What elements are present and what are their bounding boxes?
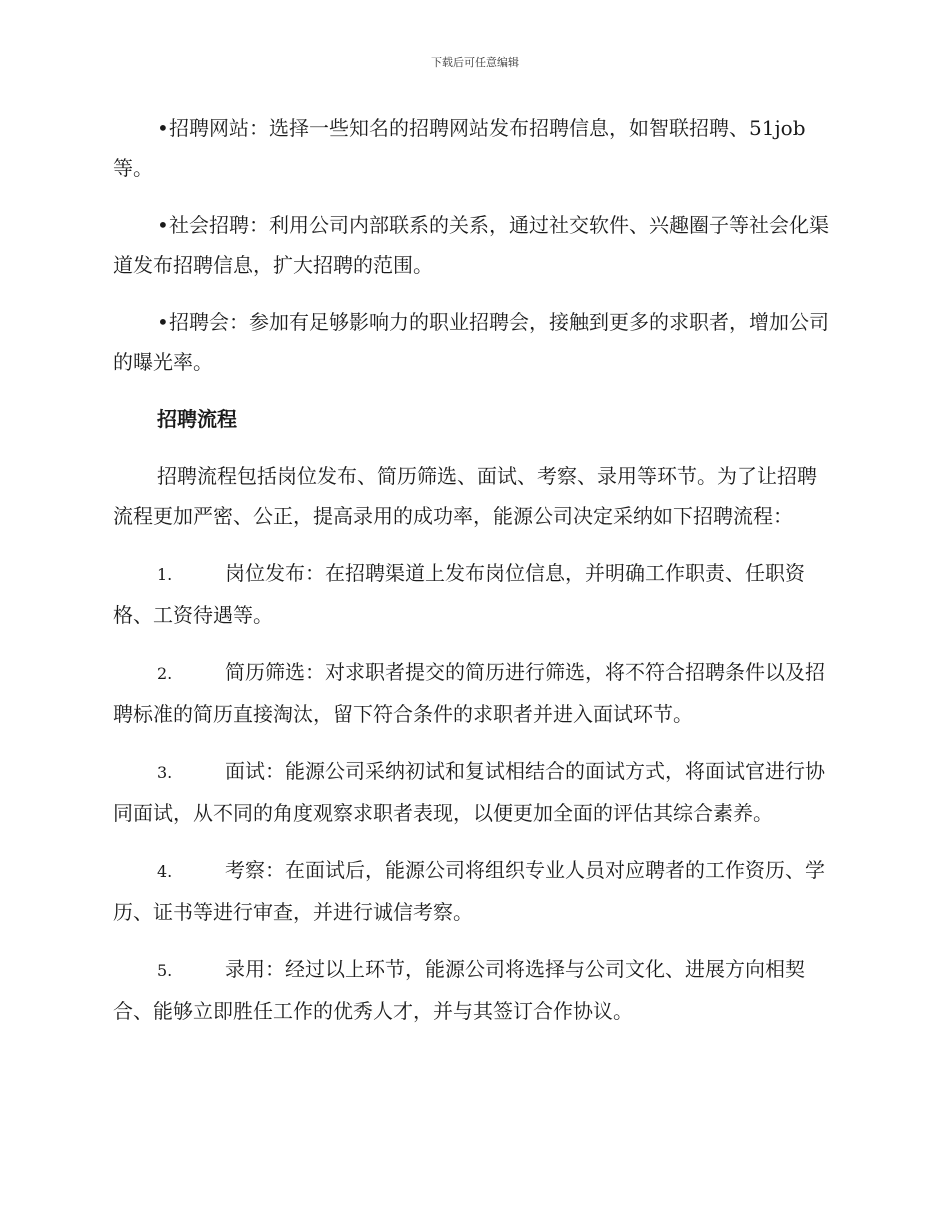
document-body	[113, 108, 835, 1048]
section-heading: 招聘流程	[157, 407, 237, 431]
bullet-text: 招聘网站：选择一些知名的招聘网站发布招聘信息，如智联招聘、51job等。	[113, 116, 806, 180]
step-number: 1.	[157, 565, 173, 584]
step-text: 简历筛选：对求职者提交的简历进行筛选，将不符合招聘条件以及招聘标准的简历直接淘汰，留下符合条件的求职者并进入面试环节。	[113, 660, 825, 726]
step-number: 4.	[157, 862, 173, 881]
step-text: 考察：在面试后，能源公司将组织专业人员对应聘者的工作资历、学历、证书等进行审查，并进行诚信考察。	[113, 858, 825, 924]
bullet-item	[113, 205, 835, 285]
step-item	[113, 553, 835, 635]
header-note: 下载后可任意编辑	[431, 56, 519, 69]
step-text: 录用：经过以上环节，能源公司将选择与公司文化、进展方向相契合、能够立即胜任工作的优秀人才，并与其签订合作协议。	[113, 957, 805, 1023]
bullet-text: 招聘会：参加有足够影响力的职业招聘会，接触到更多的求职者，增加公司的曝光率。	[113, 310, 829, 374]
step-item	[113, 751, 835, 833]
step-item	[113, 850, 835, 932]
step-item	[113, 652, 835, 734]
step-text: 岗位发布：在招聘渠道上发布岗位信息，并明确工作职责、任职资格、工资待遇等。	[113, 561, 805, 627]
step-item	[113, 949, 835, 1031]
step-number: 2.	[157, 664, 173, 683]
bullet-marker: •	[157, 310, 169, 334]
intro-paragraph: 招聘流程包括岗位发布、简历筛选、面试、考察、录用等环节。为了让招聘流程更加严密、公正，提高录用的成功率，能源公司决定采纳如下招聘流程：	[113, 464, 817, 528]
step-number: 3.	[157, 763, 173, 782]
bullet-text: 社会招聘：利用公司内部联系的关系，通过社交软件、兴趣圈子等社会化渠道发布招聘信息，扩大招聘的范围。	[113, 213, 829, 277]
step-text: 面试：能源公司采纳初试和复试相结合的面试方式，将面试官进行协同面试，从不同的角度观察求职者表现，以便更加全面的评估其综合素养。	[113, 759, 825, 825]
bullet-item	[113, 108, 835, 188]
bullet-marker: •	[157, 116, 169, 140]
bullet-item	[113, 302, 835, 382]
bullet-marker: •	[157, 213, 169, 237]
step-number: 5.	[157, 961, 173, 980]
